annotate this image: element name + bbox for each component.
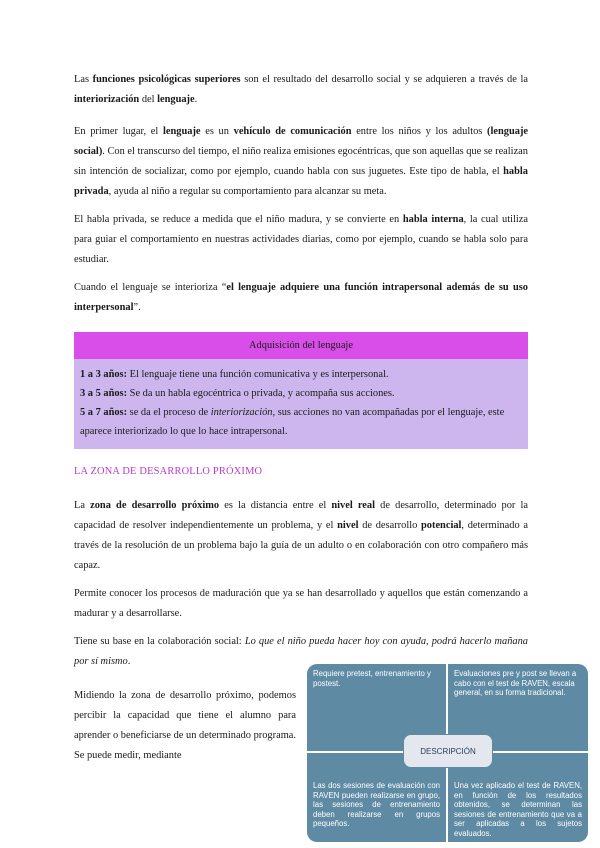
section-heading: LA ZONA DE DESARROLLO PRÓXIMO: [74, 466, 263, 477]
paragraph-colaboracion: Tiene su base en la colaboración social: Lo que el niño pueda hacer hoy con ayuda, podrá hacerlo mañana por sí mismo.: [74, 636, 528, 667]
paragraph-midiendo: Midiendo la zona de desarrollo próximo, podemos percibir la capacidad que tiene el alumno para aprender o beneficiarse de un determinado programa. Se puede medir, mediante: [74, 690, 296, 761]
paragraph-lenguaje: En primer lugar, el lenguaje es un vehículo de comunicación entre los niños y los adultos (lenguaje social). Con el transcurso del tiempo, el niño realiza emisiones egocéntricas, que son aquellas que se realizan sin intención de socializar, como por ejemplo, cuando habla con sus juguetes. Este tipo de habla, el habla privada, ayuda al niño a regular su comportamiento para alcanzar su meta.: [74, 126, 529, 197]
paragraph-zona: La zona de desarrollo próximo es la distancia entre el nivel real de desarrollo, determinado por la capacidad de resolver independientemente un problema, y el nivel de desarrollo potencial, determinado a través de la resolución de un problema bajo la guía de un adulto o en colaboración con otro compañero más capaz.: [74, 500, 529, 571]
paragraph-habla-privada: El habla privada, se reduce a medida que el niño madura, y se convierte en habla interna, la cual utiliza para guiar el comportamiento en nuestras actividades diarias, como por ejemplo, cuando se habla solo para estudiar.: [74, 214, 528, 265]
diagram-quadrant-bottom-right: Una vez aplicado el test de RAVEN, en función de los resultados obtenidos, se determinan las sesiones de entrenamiento que va a ser aplicadas a los sujetos evaluados.: [448, 753, 588, 842]
box-body: [74, 359, 528, 449]
box-title: Adquisición del lenguaje: [74, 332, 528, 359]
paragraph-permite: Permite conocer los procesos de maduración que ya se han desarrollado y aquellos que están comenzando a madurar y a desarrollarse.: [74, 588, 528, 619]
diagram-quadrant-bottom-left: Las dos sesiones de evaluación con RAVEN pueden realizarse en grupo, las sesiones de entrenamiento deben realizarse en grupos pequeños.: [307, 753, 446, 842]
stage-row-2: 3 a 5 años: Se da un habla egocéntrica o privada, y acompaña sus acciones.: [80, 388, 395, 399]
description-diagram: [307, 664, 588, 842]
diagram-quadrant-top-right: Evaluaciones pre y post se llevan a cabo con el test de RAVEN, escala general, en su forma tradicional.: [448, 664, 588, 751]
paragraph-funciones: Las funciones psicológicas superiores son el resultado del desarrollo social y se adquieren a través de la interiorización del lenguaje.: [74, 74, 528, 105]
stage-row-1: 1 a 3 años: El lenguaje tiene una función comunicativa y es interpersonal.: [80, 369, 389, 380]
language-acquisition-box: [74, 332, 528, 449]
diagram-quadrant-top-left: Requiere pretest, entrenamiento y postest.: [307, 664, 446, 751]
diagram-center-label: DESCRIPCIÓN: [403, 734, 493, 768]
stage-row-3: 5 a 7 años: se da el proceso de interiorización, sus acciones no van acompañadas por el lenguaje, este aparece interiorizado lo que lo hace intrapersonal.: [80, 407, 505, 437]
paragraph-interioriza: Cuando el lenguaje se interioriza “el lenguaje adquiere una función intrapersonal además de su uso interpersonal”.: [74, 282, 529, 313]
